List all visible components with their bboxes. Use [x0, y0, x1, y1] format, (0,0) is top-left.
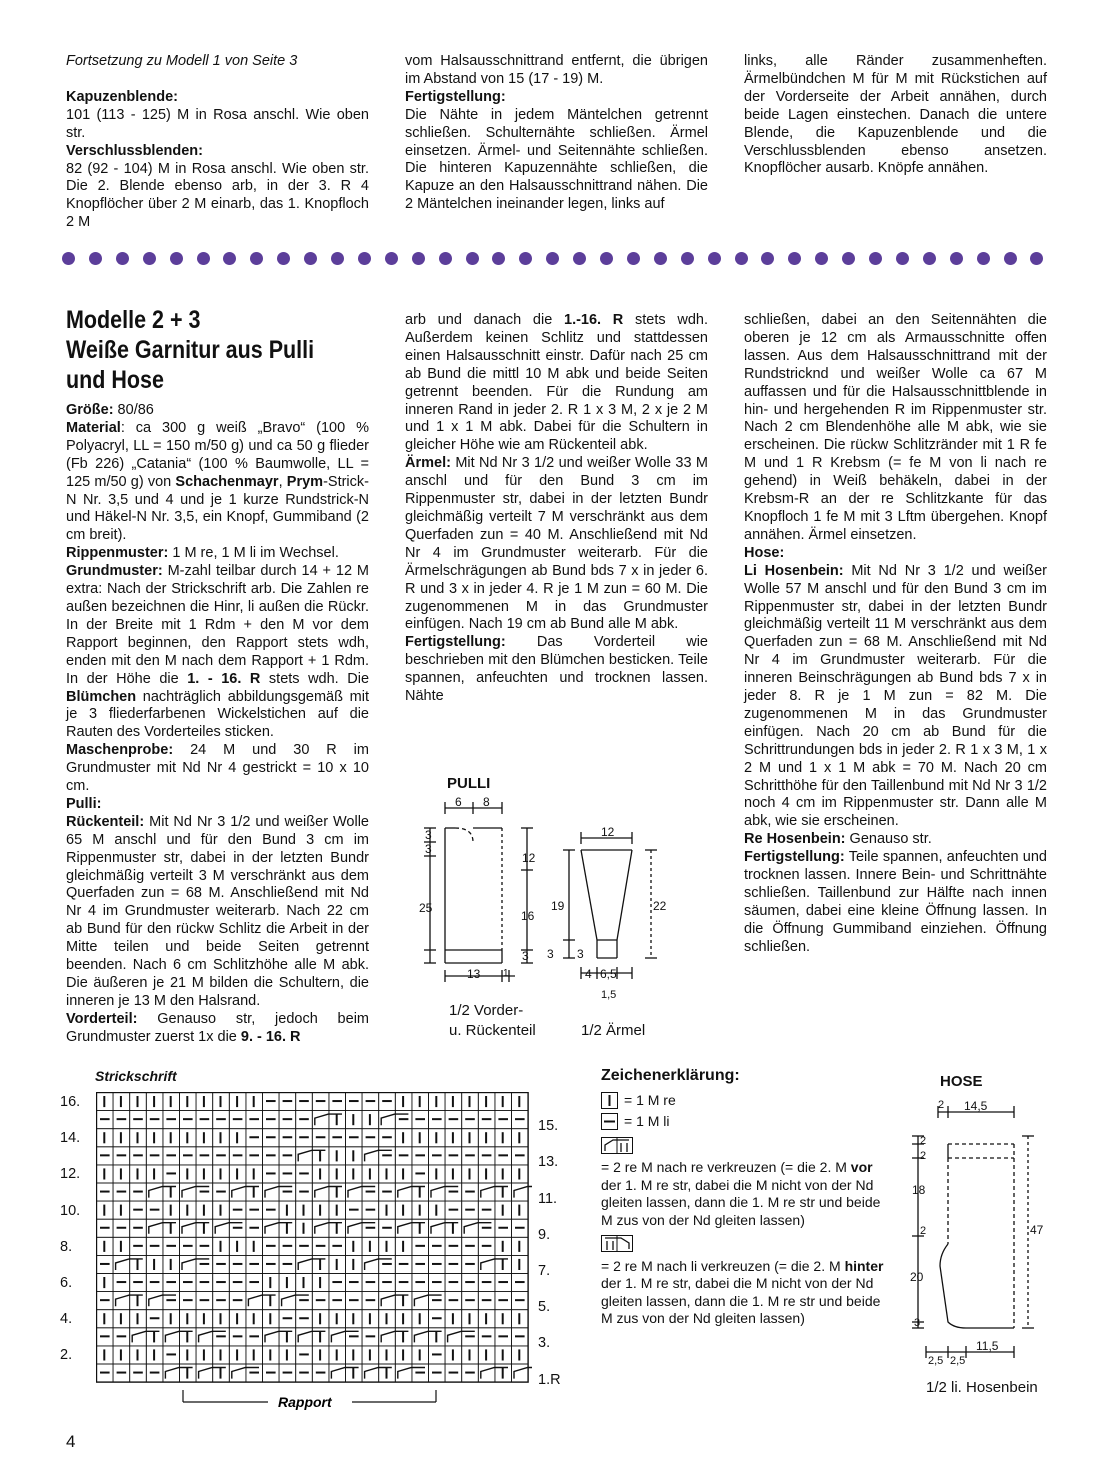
sleeve-label-3a: 3	[547, 947, 554, 961]
divider-dot	[89, 252, 102, 265]
divider-dot	[627, 252, 640, 265]
divider-dot	[116, 252, 129, 265]
top-col-1	[66, 53, 369, 232]
hose-label-18: 18	[912, 1183, 926, 1197]
hose-label-2c: 2	[920, 1150, 927, 1162]
hose-title: HOSE	[940, 1073, 983, 1090]
chart-left-label: 2.	[60, 1347, 73, 1364]
top-col2-heading: Fertigstellung:	[405, 88, 506, 105]
divider-dot	[573, 252, 586, 265]
divider-dot	[223, 252, 236, 265]
divider-dot	[412, 252, 425, 265]
divider-dot	[546, 252, 559, 265]
main-col3-paragraph: schließen, dabei an den Seitennähten die oberen je 12 cm als Armausschnitte offen lassen. Aus dem Halsausschnittrand mit der Rundstricknd und weißer Wolle ca 67 M auffassen und für die Halsausschnittblende in hin- und hergehenden R im Rippenmuster str. Nach 2 cm Blendenhöhe alle M abk, wie sie erscheinen. Die rückw Schlitzränder mit 1 R fe M und 1 R Krebsm (= fe M von li nach re gehend) in Weiß behäkeln, dabei in der Krebsm-R an der re Schlitzkante für das Knopfloch 1 fe M mit 3 Lftm übergehen. Knopf annähen. Ärmel einsetzen.	[744, 312, 1047, 543]
main-col1-paragraph: Material: ca 300 g weiß „Bravo“ (100 % Polyacryl, LL = 150 m/50 g) und ca 50 g flieder (Fb 226) „Catania“ (100 % Baumwolle, LL = 125 m/50 g) von Schachenmayr, Prym-Strick-N Nr. 3,5 und 4 und je 1 kurze Rundstrick-N und Häkel-N Nr. 3,5, ein Knopf, Gummiband (2 cm breit).	[66, 419, 369, 544]
main-col-2	[405, 312, 708, 706]
divider-dot	[735, 252, 748, 265]
divider-dot	[654, 252, 667, 265]
divider-dot	[170, 252, 183, 265]
spacer	[66, 71, 369, 89]
pulli-label-8: 8	[483, 795, 490, 809]
caption-sleeve: 1/2 Ärmel	[581, 1022, 646, 1039]
sleeve-label-12: 12	[601, 825, 615, 839]
legend-k1-row	[601, 1091, 891, 1111]
title-line-3: und Hose	[66, 366, 164, 394]
divider-dot	[1030, 252, 1043, 265]
main-col1-paragraph: Größe: 80/86	[66, 402, 154, 418]
main-col1-paragraph: Grundmuster: M-zahl teilbar durch 14 + 12 M extra: Nach der Strickschrift arb. Die Zahlen re außen bezeichnen die Hinr, li außen die Rückr. In der Breite mit 1 Rdm + den M vor dem Rapport beginnen, den Rapport stets wdh, enden mit den M nach dem Rapport + 1 Rdm. In der Höhe die 1. - 16. R stets wdh. Die Blümchen nachträglich abbildungsgemäß mit je 3 fliederfarbenen Wickelstichen auf die Rauten des Vorderteiles sticken.	[66, 563, 370, 741]
top-col2-paragraph: vom Halsausschnittrand entfernt, die übrigen im Abstand von 15 (17 - 19) M.	[405, 53, 708, 87]
main-col-3	[744, 312, 1047, 957]
hose-label-47: 47	[1030, 1223, 1044, 1237]
divider-dot	[439, 252, 452, 265]
strickschrift-grid	[96, 1092, 532, 1386]
top-col-2	[405, 53, 708, 214]
divider-dot	[1004, 252, 1017, 265]
divider-dot	[466, 252, 479, 265]
chart-left-label: 4.	[60, 1311, 73, 1328]
sleeve-label-4: 4	[585, 967, 592, 981]
legend-p1-row	[601, 1111, 891, 1133]
main-col3-paragraph: Li Hosenbein: Mit Nd Nr 3 1/2 und weißer Wolle 57 M anschl und für den Bund 3 cm im Rippenmuster str, dabei in der letzten Bundr gleichmäßig verteilt 11 M verschränkt aus dem Querfaden zun = 68 M. Anschließend mit Nd Nr 4 im Grundmuster weiterarb. Für die inneren Beinschrägungen ab Bund bds 7 x in jeder 8. R je 1 M zun = 82 M. Die zugenommenen M in das Grundmuster einfügen. Nach 20 cm ab Bund für die Schrittrundungen bds in jeder 2. R 1 x 3 M, 1 x 2 M und 1 x 1 M abk = 70 M. Nach 20 cm Schritthöhe für den Taillenbund mit Nd Nr 3 1/2 noch 4 cm im Rippenmuster str. Dann alle M abk, wie sie erscheinen.	[744, 562, 1047, 830]
top-col-3	[744, 53, 1047, 178]
legend-k1: = 1 M re	[624, 1091, 676, 1108]
title-line-1: Modelle 2 + 3	[66, 306, 201, 334]
main-col2-paragraph: arb und danach die 1.-16. R stets wdh. Außerdem keinen Schlitz und stattdessen einen Halsausschnitt einstr. Dafür nach 25 cm ab Bund die mittl 10 M abk und beide Seiten getrennt beenden. Für die Rundung am inneren Rand in jeder 2. R 1 x 3 M, 2 x je 2 M und 1 x 1 M abk. Dabei für die Schultern in gleicher Höhe wie am Rückenteil abk.	[405, 312, 708, 454]
main-col1-paragraph: Rippenmuster: 1 M re, 1 M li im Wechsel.	[66, 545, 339, 562]
main-col2-paragraph: Fertigstellung: Das Vorderteil wie beschrieben mit den Blümchen besticken. Teile spannen, anfeuchten und trocknen lassen. Nähte	[405, 634, 708, 705]
hose-label-2d: 2	[920, 1225, 927, 1237]
divider-dot	[197, 252, 210, 265]
sleeve-label-3b: 3	[577, 947, 584, 961]
top-col1-italic: Fortsetzung zu Modell 1 von Seite 3	[66, 53, 298, 69]
main-col1-paragraph: Pulli:	[66, 795, 102, 812]
divider-dot	[358, 252, 371, 265]
title-line-2: Weiße Garnitur aus Pulli	[66, 336, 315, 364]
hose-label-25a: 2,5	[928, 1355, 944, 1367]
pulli-label-3c: 3	[522, 949, 529, 963]
pulli-diagram	[405, 768, 705, 1048]
divider-dot	[62, 252, 75, 265]
chart-right-labels	[536, 1092, 586, 1392]
chart-right-label: 15.	[538, 1118, 559, 1135]
main-col1-paragraph: Rückenteil: Mit Nd Nr 3 1/2 und weißer Wolle 65 M anschl und für den Bund 3 cm im Rippenmuster str, dabei in der letzten Bundr gleichmäßig verteilt 3 M verschränkt aus dem Querfaden zun = 68 M. Anschließend mit Nd Nr 4 im Grundmuster weiterarb. Nach 22 cm ab Bund für den rückw Schlitz die Arbeit in der Mitte teilen und beide Seiten getrennt beenden. Nach 6 cm Schlitzhöhe alle M abk. Die äußeren je 21 M bilden die Schultern, die inneren je 13 M den Halsrand.	[66, 813, 369, 1009]
pulli-label-13: 13	[467, 967, 481, 981]
chart-right-label: 5.	[538, 1299, 551, 1316]
pulli-label-3b: 3	[425, 842, 432, 856]
chart-left-label: 12.	[60, 1166, 81, 1183]
purl-symbol-icon	[601, 1113, 618, 1130]
hose-caption: 1/2 li. Hosenbein	[926, 1379, 1038, 1396]
top-col1-paragraph: 101 (113 - 125) M in Rosa anschl. Wie oben str.	[66, 106, 369, 141]
divider-dot	[143, 252, 156, 265]
chart-right-label: 11.	[538, 1190, 558, 1207]
top-col1-paragraph: 82 (92 - 104) M in Rosa anschl. Wie oben str. Die 2. Blende ebenso arb, in der 3. R 4 Knopflöcher über 2 M einarb, das 1. Knopfloch 2 M	[66, 160, 369, 231]
pulli-label-6: 6	[455, 795, 462, 809]
divider-dot	[385, 252, 398, 265]
pulli-label-25: 25	[419, 901, 433, 915]
top-col1-heading: Kapuzenblende:	[66, 88, 178, 105]
main-col-1	[66, 402, 369, 1047]
divider-dot	[331, 252, 344, 265]
divider-dot	[708, 252, 721, 265]
chart-left-label: 16.	[60, 1094, 81, 1110]
caption-body-2: u. Rückenteil	[449, 1022, 536, 1039]
sleeve-label-22: 22	[653, 899, 667, 913]
divider-dot	[788, 252, 801, 265]
divider-dot	[681, 252, 694, 265]
main-col3-paragraph: Hose:	[744, 544, 785, 561]
divider-dot	[842, 252, 855, 265]
pulli-label-1: 1	[503, 968, 509, 979]
rapport-label: Rapport	[278, 1394, 332, 1410]
legend-title: Zeichenerklärung:	[601, 1067, 740, 1084]
pulli-title: PULLI	[447, 775, 491, 792]
chart-right-label: 3.	[538, 1335, 551, 1352]
article-title	[66, 305, 386, 395]
divider-dot	[815, 252, 828, 265]
chart-right-label: 13.	[538, 1154, 559, 1171]
sleeve-label-65: 6,5	[600, 967, 617, 981]
sleeve-label-19: 19	[551, 899, 565, 913]
chart-left-labels	[60, 1092, 92, 1392]
hose-label-3: 3	[914, 1317, 921, 1329]
hose-label-145: 14,5	[964, 1099, 988, 1113]
main-col1-paragraph: Maschenprobe: 24 M und 30 R im Grundmuster mit Nd Nr 4 gestrickt = 10 x 10 cm.	[66, 742, 369, 795]
dot-divider	[62, 252, 1052, 268]
top-col1-heading: Verschlussblenden:	[66, 142, 203, 159]
chart-left-label: 10.	[60, 1202, 81, 1219]
hose-label-20: 20	[910, 1270, 924, 1284]
hose-label-115: 11,5	[976, 1339, 999, 1353]
divider-dot	[250, 252, 263, 265]
main-col1-paragraph: Vorderteil: Genauso str, jedoch beim Grundmuster zuerst 1x die 9. - 16. R	[66, 1010, 369, 1045]
legend-cross-left: = 2 re M nach li verkreuzen (= die 2. M hinter der 1. M re str, dabei die M nicht von der Nd gleiten lassen, dann die 1. M re str und beide M zus von der Nd gleiten lassen)	[601, 1257, 884, 1326]
chart-right-label: 9.	[538, 1226, 551, 1243]
divider-dot	[896, 252, 909, 265]
main-col2-paragraph: Ärmel: Mit Nd Nr 3 1/2 und weißer Wolle 33 M anschl und für den Bund 3 cm im Rippenmuster str, dabei in der letzten Bundr gleichmäßig verteilt 7 M verschränkt aus dem Querfaden zun = 40 M. Anschließend mit Nd Nr 4 im Grundmuster weiterarb. Für die Ärmelschrägungen ab Bund bds 7 x in jeder 6. R und 3 x in jeder 4. R je 1 M zun = 60 M. Die zugenommenen M in das Grundmuster einfügen. Nach 19 cm ab Bund alle M abk.	[405, 455, 708, 633]
divider-dot	[977, 252, 990, 265]
divider-dot	[600, 252, 613, 265]
divider-dot	[869, 252, 882, 265]
divider-dot	[923, 252, 936, 265]
hose-label-2b: 2	[920, 1135, 927, 1147]
rapport-bracket	[180, 1388, 440, 1414]
divider-dot	[519, 252, 532, 265]
cross-left-icon	[601, 1235, 633, 1253]
cross-right-icon	[601, 1137, 633, 1155]
page-number: 4	[66, 1432, 76, 1451]
chart-left-label: 14.	[60, 1130, 81, 1147]
divider-dot	[761, 252, 774, 265]
main-col3-paragraph: Re Hosenbein: Genauso str.	[744, 831, 932, 848]
pulli-label-12: 12	[522, 851, 536, 865]
top-col2-paragraph: Die Nähte in jedem Mäntelchen getrennt schließen. Schulternähte schließen. Ärmel einsetzen. Ärmel- und Seitennähte schließen. Die hinteren Kapuzennähte schließen, die Kapuze an den Halsausschnittrand nähen. Die 2 Mäntelchen ineinander legen, links auf	[405, 106, 708, 213]
hose-label-25b: 2,5	[950, 1355, 966, 1367]
chart-right-label: 7.	[538, 1262, 551, 1279]
divider-dot	[304, 252, 317, 265]
legend-p1: = 1 M li	[624, 1112, 670, 1129]
main-col3-paragraph: Fertigstellung: Teile spannen, anfeuchten und trocknen lassen. Innere Bein- und Schrittnähte schließen. Taillenbund zur Hälfte nach innen säumen, dabei eine kleine Öffnung lassen. In die Öffnung Gummiband einziehen. Öffnung schließen.	[744, 849, 1047, 955]
top-col3-paragraph: links, alle Ränder zusammenheften. Ärmelbündchen M für M mit Rückstichen auf der Vorderseite der Arbeit annähen, durch beide Lagen einstechen. Danach die untere Blende, die Kapuzenblende und die Verschlussblenden ebenso ansetzen. Knopflöcher ausarb. Knöpfe annähen.	[744, 53, 1047, 177]
pulli-label-3a: 3	[425, 828, 432, 842]
divider-dot	[492, 252, 505, 265]
chart-title: Strickschrift	[95, 1068, 177, 1084]
legend-cross-right: = 2 re M nach re verkreuzen (= die 2. M vor der 1. M re str, dabei die M nicht von der Nd gleiten lassen, dann die 1. M re str und beide M zus von der Nd gleiten lassen)	[601, 1159, 881, 1228]
sleeve-label-15: 1,5	[601, 989, 617, 1001]
legend	[601, 1067, 891, 1328]
chart-left-label: 8.	[60, 1238, 73, 1255]
pulli-label-16: 16	[521, 909, 535, 923]
divider-dot	[277, 252, 290, 265]
chart-right-label: 1.R	[538, 1371, 561, 1388]
divider-dot	[950, 252, 963, 265]
caption-body-1: 1/2 Vorder-	[449, 1002, 524, 1019]
hose-label-2a: 2	[938, 1099, 945, 1111]
chart-left-label: 6.	[60, 1275, 73, 1291]
hose-diagram	[896, 1066, 1076, 1406]
knit-symbol-icon	[601, 1092, 618, 1109]
